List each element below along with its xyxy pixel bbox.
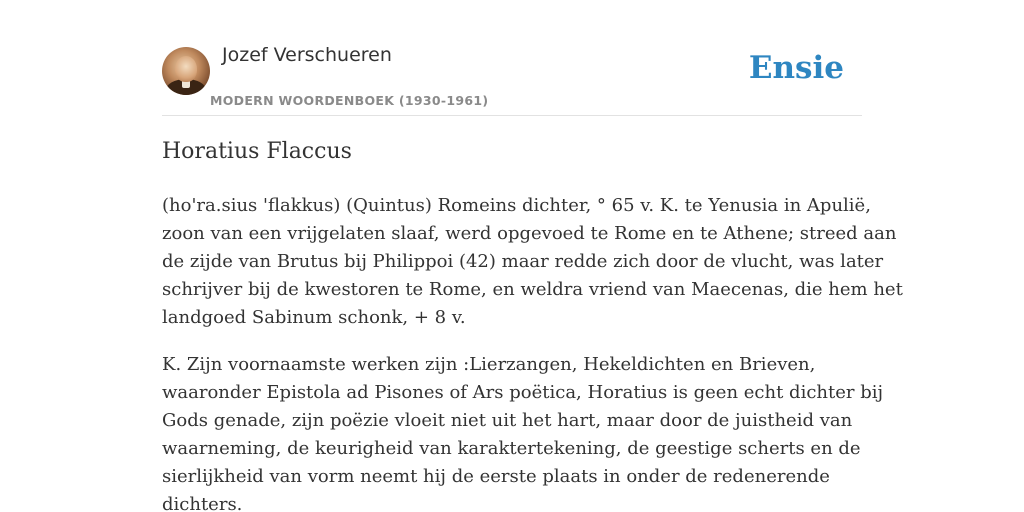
paragraph-line: sierlijkheid van vorm neemt hij de eerste plaats in onder de redenerende [162,466,830,487]
ensie-logo[interactable]: Ensie [748,50,844,86]
paragraph-line: waaronder Epistola ad Pisones of Ars poëtica, Horatius is geen echt dichter bij [162,382,884,403]
author-avatar[interactable] [162,47,210,95]
paragraph-line: (ho'ra.sius 'flakkus) (Quintus) Romeins dichter, ° 65 v. K. te Yenusia in Apulië, [162,195,871,216]
paragraph-line: dichters. [162,494,243,512]
source-label[interactable]: MODERN WOORDENBOEK (1930-1961) [210,93,489,108]
paragraph-line: de zijde van Brutus bij Philippoi (42) maar redde zich door de vlucht, was later [162,251,884,272]
paragraph-1 [162,192,903,332]
paragraph-2 [162,351,884,512]
paragraph-line: K. Zijn voornaamste werken zijn :Lierzangen, Hekeldichten en Brieven, [162,354,816,375]
paragraph-line: schrijver bij de kwestoren te Rome, en weldra vriend van Maecenas, die hem het [162,279,903,300]
paragraph-line: Gods genade, zijn poëzie vloeit niet uit het hart, maar door de juistheid van [162,410,853,431]
article-body [162,192,903,512]
article-title: Horatius Flaccus [162,139,352,164]
avatar-head-shape [175,56,197,82]
paragraph-line: zoon van een vrijgelaten slaaf, werd opgevoed te Rome en te Athene; streed aan [162,223,897,244]
author-name[interactable]: Jozef Verschueren [222,44,392,66]
paragraph-line: landgoed Sabinum schonk, + 8 v. [162,307,466,328]
header [162,0,862,116]
paragraph-line: waarneming, de keurigheid van karaktertekening, de geestige scherts en de [162,438,861,459]
